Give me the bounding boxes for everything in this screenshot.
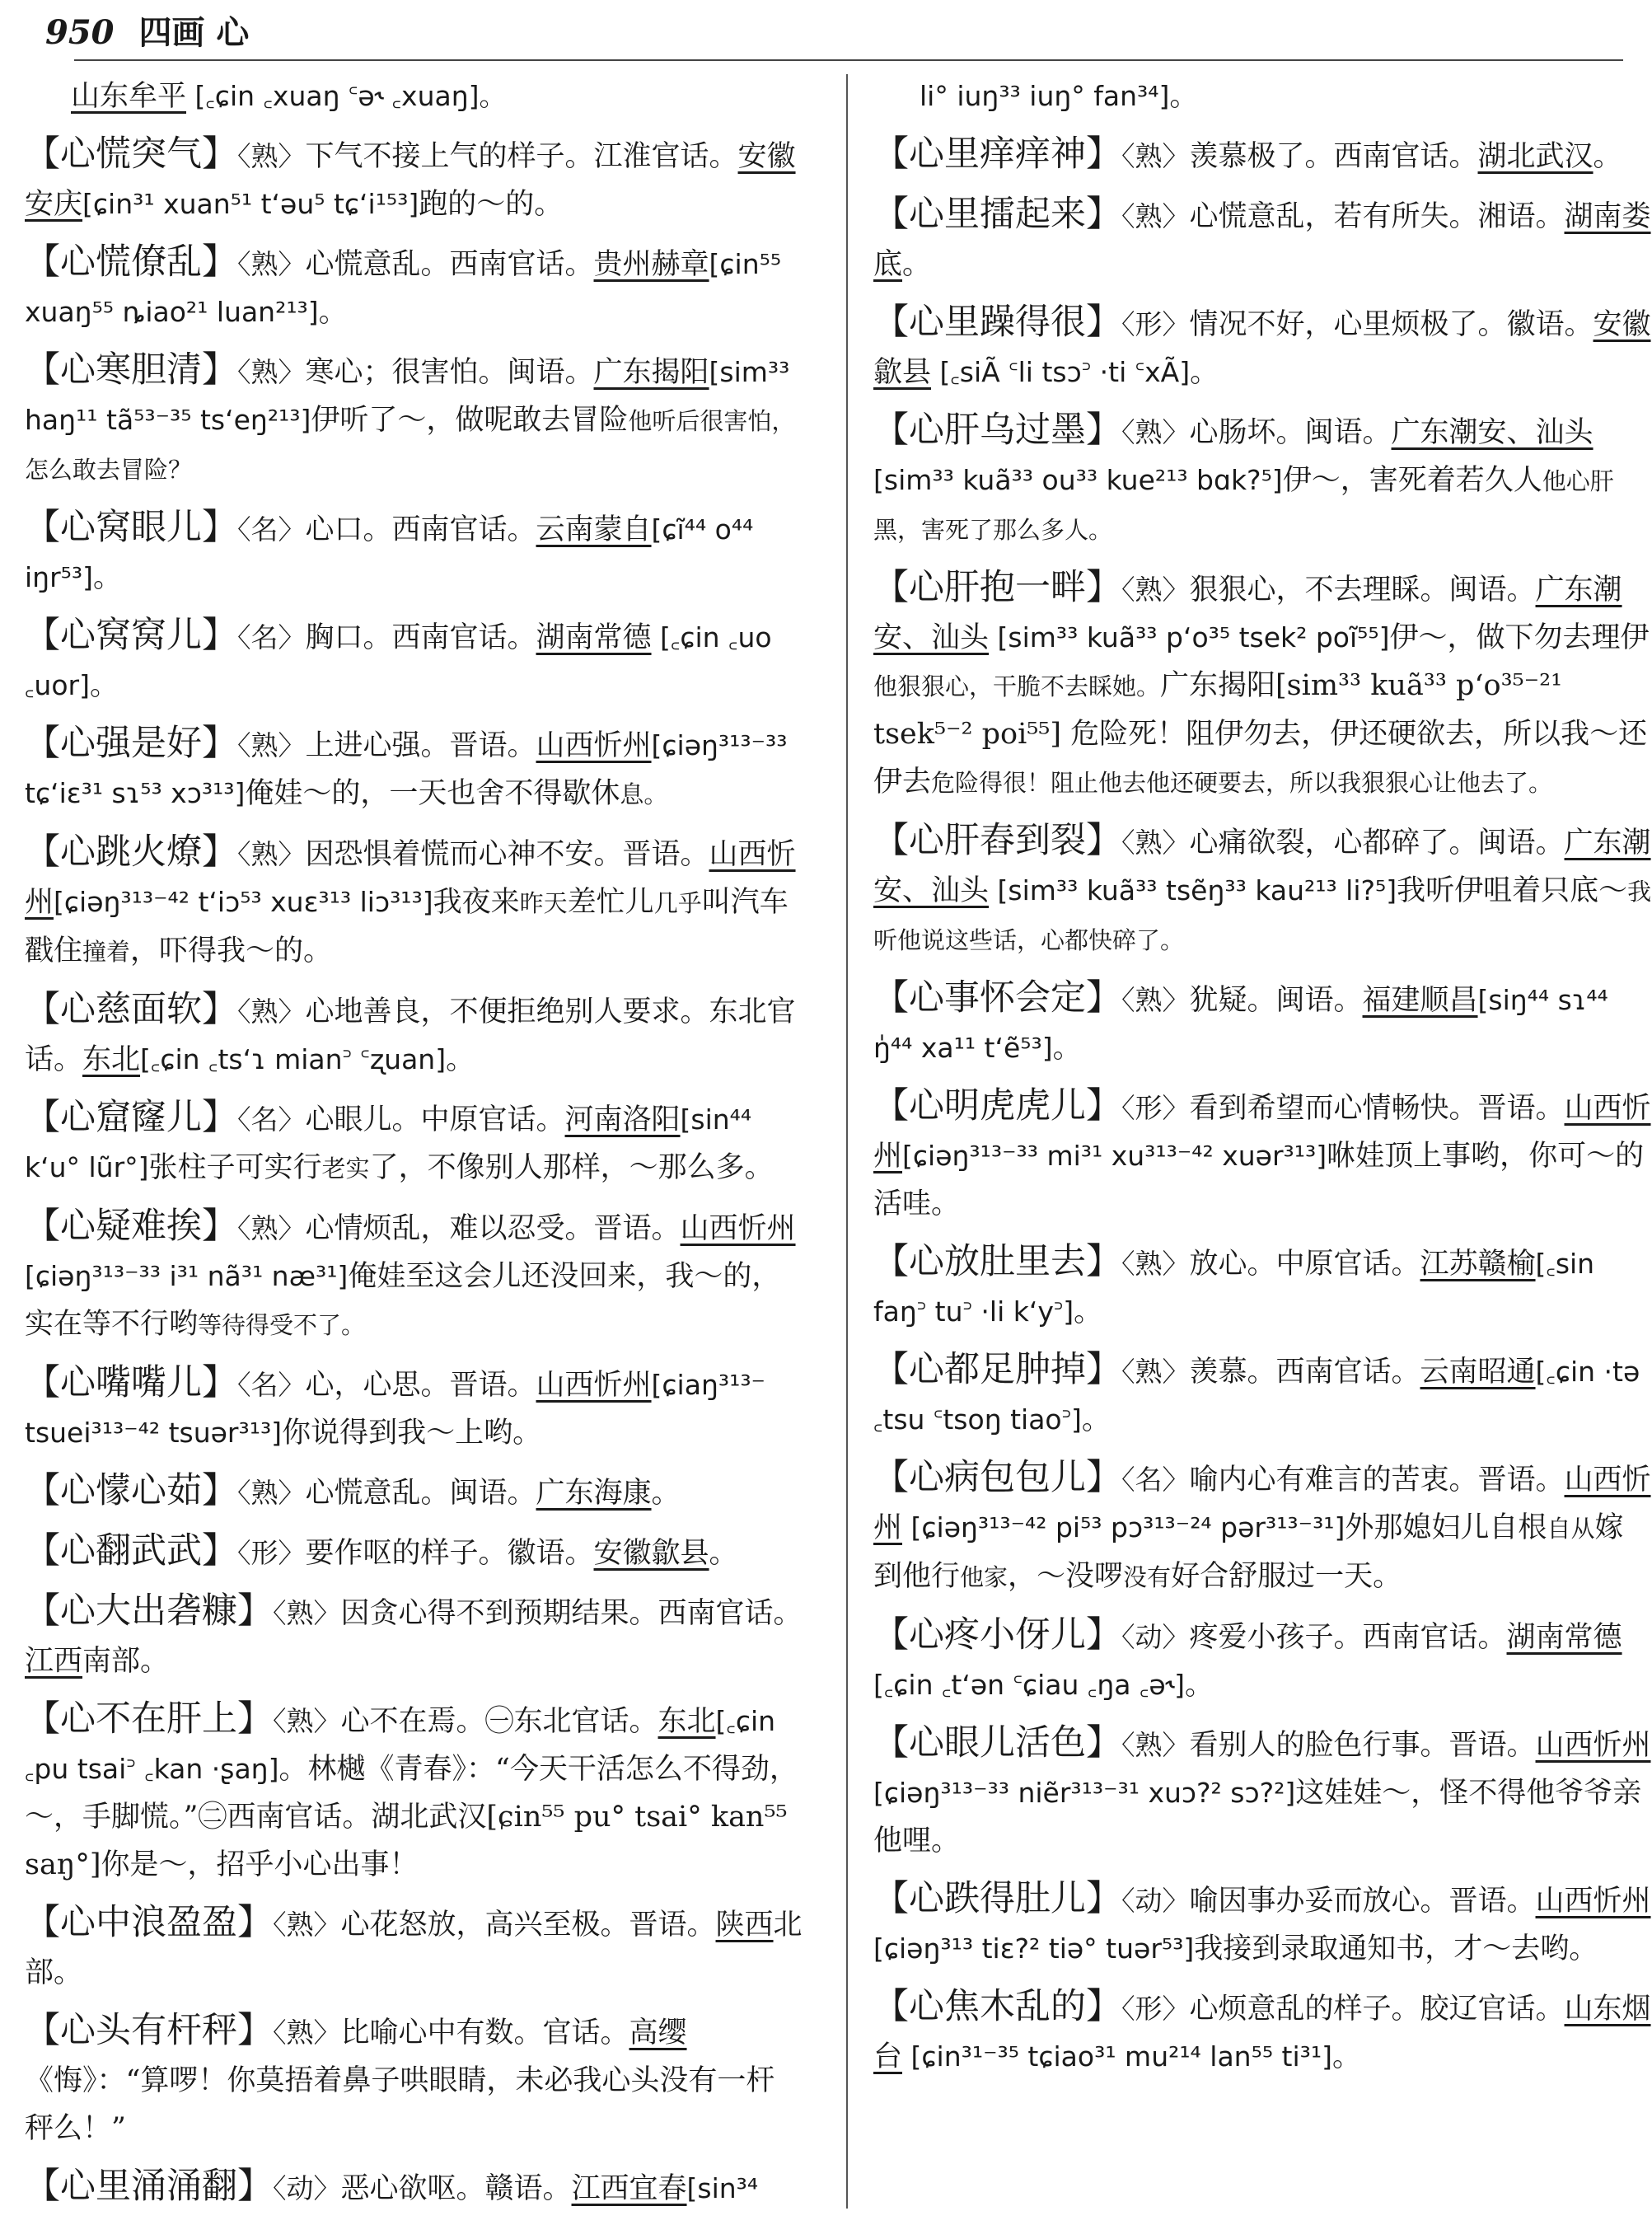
- dictionary-entry: [25, 1527, 803, 1577]
- entry-part-of-speech: 〈熟〉: [1121, 1248, 1190, 1280]
- entry-headword: 【心慈面软】: [25, 989, 237, 1030]
- entry-pronunciation: [꜀ɕin ꜀tsʻɿ mian꜄ ꜂ʐuan]: [140, 1043, 447, 1075]
- entry-place: 广东潮安、汕头: [1391, 416, 1594, 449]
- entry-example: 。: [1081, 1403, 1111, 1436]
- entry-pronunciation: [ɕiəŋ³¹³⁻³³ tɕʻiɛ³¹ sɿ⁵³ xɔ³¹³]: [25, 729, 788, 809]
- entry-pronunciation: [sin³⁴: [686, 2172, 759, 2204]
- entry-place: 福建顺昌: [1362, 984, 1478, 1017]
- entry-part-of-speech: 〈名〉: [237, 1103, 306, 1136]
- entry-example: 。: [318, 296, 348, 329]
- entry-pronunciation: [ɕin³¹ xuan⁵¹ tʻəu⁵ tɕʻi¹⁵³]: [82, 188, 419, 220]
- left-column: [25, 73, 803, 2223]
- entry-example: 。: [1074, 1295, 1103, 1328]
- entry-example: 好合舒服过一天。: [1171, 1560, 1402, 1593]
- entry-gloss: 息。: [620, 780, 668, 808]
- entry-example: 。: [709, 1537, 738, 1570]
- dictionary-entry: [25, 1695, 803, 1889]
- entry-headword: 【心中浪盈盈】: [25, 1902, 273, 1943]
- entry-place: 山西忻州: [1535, 1885, 1651, 1918]
- entry-example: 外那媳妇儿自根: [1345, 1511, 1547, 1544]
- entry-place: 江苏赣榆: [1420, 1248, 1536, 1281]
- entry-headword: 【心都足肿掉】: [873, 1349, 1121, 1390]
- dictionary-entry: [25, 1359, 803, 1457]
- entry-example: 。: [1593, 140, 1622, 173]
- entry-place: 山东烟台: [873, 1993, 1651, 2073]
- entry-example: 俺娃～的，一天也舍不得歇休: [245, 777, 620, 810]
- dictionary-entry: [873, 1875, 1652, 1973]
- dictionary-entry: [873, 1346, 1652, 1444]
- entry-part-of-speech: 〈熟〉: [1121, 827, 1190, 859]
- entry-pronunciation: [꜀ɕin ꜀tʻən ꜂ɕiau ꜀ŋa ꜀ə˞]: [873, 1669, 1185, 1701]
- dictionary-entry: [873, 1983, 1652, 2081]
- header-rule: [74, 59, 1623, 61]
- dictionary-entry: [25, 1467, 803, 1517]
- entry-part-of-speech: 〈名〉: [237, 513, 306, 546]
- entry-place: 山西忻州: [536, 1369, 652, 1402]
- entry-part-of-speech: 〈形〉: [1121, 308, 1190, 340]
- entry-example: 伊～，害死着若久人: [1282, 464, 1542, 497]
- entry-example: 我夜来: [433, 886, 520, 919]
- entry-definition: 喻内心有难言的苦衷。晋语。: [1189, 1464, 1565, 1497]
- entry-gloss: 自从: [1547, 1515, 1595, 1543]
- entry-part-of-speech: 〈名〉: [237, 1369, 306, 1401]
- entry-part-of-speech: 〈形〉: [1121, 1092, 1190, 1124]
- entry-example: 。: [89, 669, 119, 702]
- entry-definition: 心慌意乱。闽语。: [305, 1477, 536, 1510]
- entry-definition: 心地善良，不便拒绝别人要求。东北官话。: [25, 995, 796, 1076]
- entry-headword: 【心疼小伢儿】: [873, 1614, 1121, 1656]
- entry-gloss: 他家: [960, 1563, 1009, 1591]
- entry-pronunciation: [꜀ɕin ·tə ꜀tsu ꜂tsoŋ tiao꜄]: [873, 1356, 1640, 1436]
- entry-pronunciation: [꜀ɕin ꜀xuaŋ ꜂ə˞ ꜀xuaŋ]。: [186, 80, 507, 112]
- entry-part-of-speech: 〈动〉: [1121, 1621, 1190, 1653]
- dictionary-entry: [873, 298, 1652, 396]
- dictionary-entry: [71, 73, 803, 120]
- entry-gloss: 我听他说这些话，心都快碎了。: [873, 878, 1652, 954]
- entry-place: 山西忻州: [536, 729, 652, 762]
- entry-headword: 【心不在肝上】: [25, 1698, 273, 1740]
- entry-gloss: 等待得受不了。: [198, 1311, 366, 1339]
- entry-headword: 【心里躁得很】: [873, 302, 1121, 343]
- entry-part-of-speech: 〈熟〉: [237, 1477, 306, 1509]
- dictionary-entry: [873, 564, 1652, 807]
- entry-definition: 看别人的脸色行事。晋语。: [1189, 1729, 1536, 1762]
- entry-place: 广东潮安、汕头: [873, 827, 1651, 907]
- entry-part-of-speech: 〈熟〉: [273, 1909, 341, 1941]
- entry-place: 山东牟平: [71, 80, 187, 113]
- entry-definition: 心，心思。晋语。: [305, 1369, 536, 1402]
- entry-headword: 【心事怀会定】: [873, 977, 1121, 1019]
- entry-definition: 心花怒放，高兴至极。晋语。: [340, 1909, 716, 1942]
- dictionary-entry: [873, 1719, 1652, 1865]
- entry-gloss: 昨天: [519, 889, 568, 917]
- entry-headword: 【心窟窿儿】: [25, 1097, 237, 1138]
- dictionary-entry: [25, 719, 803, 818]
- entry-definition: 心烦意乱的样子。胶辽官话。: [1189, 1993, 1565, 2026]
- entry-example: 南部。: [82, 1645, 170, 1678]
- entry-definition: 胸口。西南官话。: [305, 621, 536, 654]
- entry-headword: 【心跌得肚儿】: [873, 1878, 1121, 1919]
- entry-example: 俺娃至这会儿还没回来，我～的，实在等不行哟: [25, 1260, 781, 1341]
- dictionary-entry: [873, 1611, 1652, 1709]
- entry-pronunciation: [꜀ɕin ꜀uo ꜀uor]: [25, 621, 772, 701]
- entry-part-of-speech: 〈动〉: [273, 2172, 341, 2204]
- entry-definition: 上进心强。晋语。: [305, 729, 536, 762]
- entry-example: 。: [651, 1477, 681, 1510]
- entry-place: 河南洛阳: [564, 1103, 681, 1136]
- entry-pronunciation: [sin⁴⁴ kʻu° lũr°]: [25, 1103, 752, 1183]
- dictionary-entry: [25, 346, 803, 494]
- entry-definition: 情况不好，心里烦极了。徽语。: [1189, 308, 1594, 341]
- entry-example: 。: [446, 1043, 475, 1076]
- dictionary-entry: [25, 828, 803, 976]
- entry-place: 陕西: [715, 1909, 774, 1942]
- entry-headword: 【心疑难挨】: [25, 1206, 237, 1247]
- entry-definition: 因恐惧着慌而心神不安。晋语。: [305, 838, 709, 871]
- entry-part-of-speech: 〈熟〉: [237, 1212, 306, 1244]
- entry-definition: 要作呕的样子。徽语。: [305, 1537, 594, 1570]
- entry-headword: 【心强是好】: [25, 723, 237, 764]
- entry-pronunciation: [ɕin³¹⁻³⁵ tɕiao³¹ mu²¹⁴ lan⁵⁵ ti³¹]: [902, 2040, 1332, 2073]
- entry-example: 。: [1052, 1032, 1082, 1065]
- entry-gloss: 他听后很害怕，怎么敢去冒险？: [25, 407, 796, 484]
- dictionary-entry: [25, 504, 803, 602]
- entry-pronunciation: [ɕiəŋ³¹³⁻³³ niẽr³¹³⁻³¹ xuɔ?² sɔ?²]: [873, 1777, 1296, 1809]
- entry-gloss: 没有: [1123, 1563, 1172, 1591]
- dictionary-entry: [873, 406, 1652, 554]
- entry-definition: 犹疑。闽语。: [1189, 984, 1363, 1017]
- entry-definition: 羡慕。西南官话。: [1189, 1356, 1420, 1389]
- entry-place: 湖北武汉: [1477, 140, 1594, 173]
- entry-example: 张柱子可实行: [148, 1151, 322, 1184]
- entry-part-of-speech: 〈熟〉: [1121, 140, 1190, 172]
- entry-place: 广东揭阳: [593, 356, 709, 389]
- entry-pronunciation: [sim³³ kuã³³ ou³³ kue²¹³ bɑk?⁵]: [873, 464, 1283, 496]
- entry-example: 。: [1190, 356, 1219, 389]
- page-header: [45, 7, 249, 56]
- entry-place: 安徽歙县: [873, 308, 1651, 389]
- entry-definition: 因贪心得不到预期结果。西南官话。: [340, 1597, 803, 1630]
- entry-example: 伊～，做下勿去理伊: [1389, 621, 1650, 654]
- entry-place: 江西宜春: [571, 2172, 687, 2205]
- entry-definition: 心慌意乱。西南官话。: [305, 248, 594, 281]
- entry-example: 。: [92, 561, 122, 594]
- entry-pronunciation: [ɕiəŋ³¹³ tiɛ?² tiə° tuər⁵³]: [873, 1932, 1195, 1965]
- entry-example: 叫汽车戳住: [25, 886, 789, 967]
- entry-pronunciation: [sim³³ haŋ¹¹ tã⁵³⁻³⁵ tsʻeŋ²¹³]: [25, 356, 790, 436]
- dictionary-entry: [920, 73, 1652, 120]
- entry-example: 我听伊咀着只底～: [1397, 874, 1628, 907]
- entry-pronunciation: [sim³³ kuã³³ pʻo³⁵ tsek² poĩ⁵⁵]: [989, 621, 1390, 653]
- entry-example: 差忙儿: [567, 886, 654, 919]
- entry-example: 嫁到他行: [873, 1511, 1624, 1593]
- entry-headword: 【心嘴嘴儿】: [25, 1362, 237, 1403]
- entry-part-of-speech: 〈熟〉: [273, 1705, 341, 1737]
- entry-definition: 心痛欲裂，心都碎了。闽语。: [1189, 827, 1565, 860]
- entry-part-of-speech: 〈熟〉: [1121, 984, 1190, 1016]
- dictionary-entry: [25, 2007, 803, 2152]
- entry-definition: 疼爱小孩子。西南官话。: [1189, 1621, 1507, 1654]
- entry-headword: 【心明虎虎儿】: [873, 1085, 1121, 1127]
- dictionary-entry: [25, 1587, 803, 1685]
- entry-example: 你说得到我～上哟。: [282, 1417, 542, 1450]
- dictionary-entry: [25, 238, 803, 336]
- entry-definition: 比喻心中有数。官话。: [340, 2017, 629, 2049]
- entry-part-of-speech: 〈熟〉: [237, 838, 306, 870]
- entry-example: 。: [1169, 80, 1199, 113]
- entry-headword: 【心肝抱一畔】: [873, 567, 1121, 608]
- entry-example: 咻娃顶上事哟，你可～的活哇。: [873, 1140, 1645, 1220]
- entry-pronunciation: [꜀siÃ ꜂li tsɔ꜄ ·ti ꜂xÃ]: [931, 356, 1191, 388]
- entry-headword: 【心病包包儿】: [873, 1457, 1121, 1498]
- entry-headword: 【心大出砻糠】: [25, 1590, 273, 1632]
- entry-place: 山西忻州: [25, 838, 796, 919]
- right-column: [873, 73, 1652, 2091]
- entry-place: 高缨: [629, 2017, 687, 2049]
- dictionary-entry: [873, 1238, 1652, 1336]
- entry-part-of-speech: 〈熟〉: [1121, 574, 1190, 606]
- entry-pronunciation: [sim³³ kuã³³ tsẽŋ³³ kau²¹³ li?⁵]: [989, 874, 1397, 906]
- entry-headword: 【心肝舂到裂】: [873, 820, 1121, 861]
- entry-place: 东北: [82, 1043, 141, 1076]
- entry-part-of-speech: 〈熟〉: [237, 356, 306, 388]
- dictionary-entry: [873, 1454, 1652, 1601]
- entry-headword: 【心窝眼儿】: [25, 507, 237, 548]
- entry-example: 伊听了～，做呢敢去冒险: [311, 404, 629, 437]
- entry-definition: 恶心欲呕。赣语。: [340, 2172, 572, 2205]
- entry-pronunciation: [꜀sin faŋ꜄ tu꜄ ·li kʻy꜄]: [873, 1248, 1595, 1328]
- entry-place: 湖南常德: [1506, 1621, 1622, 1654]
- entry-place: 湖南娄底: [873, 200, 1651, 281]
- entry-example: 。: [1184, 1669, 1214, 1702]
- dictionary-entry: [25, 1202, 803, 1349]
- entry-place: 贵州赫章: [593, 248, 709, 281]
- dictionary-entry: [873, 1082, 1652, 1228]
- dictionary-entry: [873, 974, 1652, 1072]
- section-title: 四画 心: [138, 13, 250, 52]
- entry-part-of-speech: 〈熟〉: [1121, 1729, 1190, 1761]
- entry-definition: 心情烦乱，难以忍受。晋语。: [305, 1212, 681, 1245]
- entry-definition: 看到希望而心情畅快。晋语。: [1189, 1092, 1565, 1125]
- entry-headword: 【心慌僚乱】: [25, 241, 237, 283]
- entry-part-of-speech: 〈熟〉: [237, 729, 306, 761]
- entry-pronunciation: [ɕiəŋ³¹³⁻⁴² pi⁵³ pɔ³¹³⁻²⁴ pər³¹³⁻³¹]: [902, 1511, 1345, 1543]
- entry-pronunciation: [ɕiəŋ³¹³⁻⁴² tʻiɔ⁵³ xuɛ³¹³ liɔ³¹³]: [54, 886, 433, 918]
- entry-headword: 【心肝乌过墨】: [873, 410, 1121, 451]
- entry-part-of-speech: 〈动〉: [1121, 1885, 1190, 1917]
- dictionary-entry: [25, 611, 803, 710]
- entry-part-of-speech: 〈熟〉: [273, 1597, 341, 1629]
- entry-example: 跑的～的。: [419, 188, 564, 221]
- page-number: 950: [45, 13, 115, 52]
- dictionary-entry: [873, 130, 1652, 180]
- entry-part-of-speech: 〈熟〉: [1121, 416, 1190, 448]
- entry-place: 江西: [25, 1645, 83, 1678]
- entry-definition: 心口。西南官话。: [305, 513, 536, 546]
- entry-part-of-speech: 〈熟〉: [237, 248, 306, 280]
- entry-part-of-speech: 〈形〉: [1121, 1993, 1190, 2025]
- entry-pronunciation: [ɕiəŋ³¹³⁻³³ i³¹ nã³¹ næ³¹]: [25, 1260, 349, 1292]
- entry-headword: 【心跳火燎】: [25, 831, 237, 873]
- entry-place: 安徽安庆: [25, 140, 796, 221]
- entry-definition: 羡慕极了。西南官话。: [1189, 140, 1478, 173]
- column-divider: [846, 74, 848, 2209]
- entry-part-of-speech: 〈熟〉: [1121, 1356, 1190, 1388]
- entry-headword: 【心眼儿活色】: [873, 1722, 1121, 1764]
- entry-gloss: 撞着: [82, 938, 131, 966]
- entry-gloss: 几乎: [653, 889, 702, 917]
- entry-example: 。: [902, 248, 932, 281]
- dictionary-entry: [873, 190, 1652, 288]
- entry-definition: 喻因事办妥而放心。晋语。: [1189, 1885, 1536, 1918]
- entry-definition: 下气不接上气的样子。江淮官话。: [305, 140, 738, 173]
- entry-place: 山西忻州: [680, 1212, 796, 1245]
- entry-pronunciation: [ɕin⁵⁵ xuaŋ⁵⁵ ȵiao²¹ luan²¹³]: [25, 248, 782, 328]
- entry-definition: 心不在焉。㊀东北官话。: [340, 1705, 658, 1738]
- entry-example: 我接到录取通知书，才～去哟。: [1194, 1932, 1598, 1965]
- entry-place: 山西忻州: [873, 1464, 1651, 1544]
- entry-place: 山西忻州: [873, 1092, 1651, 1173]
- entry-definition: 心肠坏。闽语。: [1189, 416, 1392, 449]
- entry-place: 云南昭通: [1420, 1356, 1536, 1389]
- entry-part-of-speech: 〈熟〉: [273, 2017, 341, 2049]
- dictionary-entry: [873, 817, 1652, 964]
- entry-pronunciation: [siŋ⁴⁴ sɿ⁴⁴ ŋ̍⁴⁴ xa¹¹ tʻẽ⁵³]: [873, 984, 1608, 1064]
- entry-example: 北部。: [25, 1909, 803, 1989]
- dictionary-entry: [25, 1899, 803, 1997]
- entry-place: 安徽歙县: [593, 1537, 709, 1570]
- entry-example: ，～没啰: [1008, 1560, 1124, 1593]
- entry-example: 。林樾《青春》：“今天干活怎么不得劲，～，手脚慌。”㊁西南官话。湖北武汉[ɕin⁵⁵ pu° tsai° kan⁵⁵ saŋ°]你是～，招乎小心出事！: [25, 1753, 798, 1881]
- entry-example: 《悔》：“算啰！你莫捂着鼻子哄眼睛，未必我心头没有一杆秤么！”: [25, 2064, 775, 2145]
- entry-place: 广东潮安、汕头: [873, 574, 1622, 654]
- entry-definition: 寒心；很害怕。闽语。: [305, 356, 594, 389]
- entry-headword: 【心放肚里去】: [873, 1241, 1121, 1282]
- entry-headword: 【心焦木乱的】: [873, 1986, 1121, 2027]
- entry-definition: 放心。中原官话。: [1189, 1248, 1420, 1281]
- entry-pronunciation: [꜀ɕin ꜀pu tsai꜄ ꜀kan ·ʂaŋ]: [25, 1705, 776, 1785]
- entry-definition: 心慌意乱，若有所失。湘语。: [1189, 200, 1565, 233]
- entry-pronunciation: [ɕiaŋ³¹³⁻ tsuei³¹³⁻⁴² tsuər³¹³]: [25, 1369, 765, 1449]
- entry-gloss: 他心肝黑，害死了那么多人。: [873, 467, 1614, 544]
- entry-headword: 【心里擂起来】: [873, 194, 1121, 235]
- entry-part-of-speech: 〈形〉: [237, 1537, 306, 1569]
- entry-headword: 【心里涌涌翻】: [25, 2166, 273, 2207]
- entry-headword: 【心翻武武】: [25, 1530, 237, 1572]
- entry-headword: 【心慌突气】: [25, 134, 237, 175]
- entry-pronunciation: li° iuŋ³³ iuŋ° fan³⁴]: [920, 80, 1170, 112]
- entry-pronunciation: [ɕĩ⁴⁴ o⁴⁴ iŋr⁵³]: [25, 513, 754, 593]
- entry-part-of-speech: 〈熟〉: [237, 140, 306, 172]
- entry-headword: 【心窝窝儿】: [25, 615, 237, 656]
- entry-part-of-speech: 〈熟〉: [1121, 200, 1190, 232]
- entry-place: 山西忻州: [1535, 1729, 1651, 1762]
- entry-definition: 心眼儿。中原官话。: [305, 1103, 565, 1136]
- entry-headword: 【心里痒痒神】: [873, 134, 1121, 175]
- entry-place: 东北: [658, 1705, 716, 1738]
- entry-part-of-speech: 〈熟〉: [237, 995, 306, 1028]
- entry-example: 了，不像别人那样，～那么多。: [369, 1151, 774, 1184]
- entry-example: 这娃娃～，怪不得他爷爷亲他哩。: [873, 1777, 1642, 1857]
- dictionary-entry: [25, 986, 803, 1084]
- entry-place: 广东海康: [536, 1477, 652, 1510]
- entry-example: 。: [1331, 2040, 1361, 2073]
- entry-place: 云南蒙自: [536, 513, 652, 546]
- entry-gloss: 他狠狠心，干脆不去睬她。: [873, 672, 1161, 700]
- entry-headword: 【心头有杆秤】: [25, 2010, 273, 2051]
- entry-headword: 【心寒胆清】: [25, 349, 237, 391]
- entry-pronunciation: [ɕiəŋ³¹³⁻³³ mi³¹ xu³¹³⁻⁴² xuər³¹³]: [902, 1140, 1327, 1172]
- dictionary-entry: [25, 1094, 803, 1192]
- entry-part-of-speech: 〈名〉: [1121, 1464, 1190, 1496]
- entry-gloss: 老实: [321, 1155, 370, 1183]
- entry-definition: 狠狠心，不去理睬。闽语。: [1189, 574, 1536, 607]
- entry-gloss: 危险得很！阻止他去他还硬要去，所以我狠狠心让他去了。: [931, 769, 1553, 797]
- dictionary-entry: [25, 130, 803, 228]
- entry-headword: 【心懞心茹】: [25, 1470, 237, 1511]
- entry-example: ，吓得我～的。: [130, 934, 333, 967]
- entry-example: 广东揭阳[sim³³ kuã³³ pʻo³⁵⁻²¹ tsek⁵⁻² poi⁵⁵] 危险死！阻伊勿去，伊还硬欲去，所以我～还伊去: [873, 669, 1648, 799]
- entry-place: 湖南常德: [536, 621, 652, 654]
- entry-part-of-speech: 〈名〉: [237, 621, 306, 653]
- dictionary-entry: [25, 2162, 803, 2213]
